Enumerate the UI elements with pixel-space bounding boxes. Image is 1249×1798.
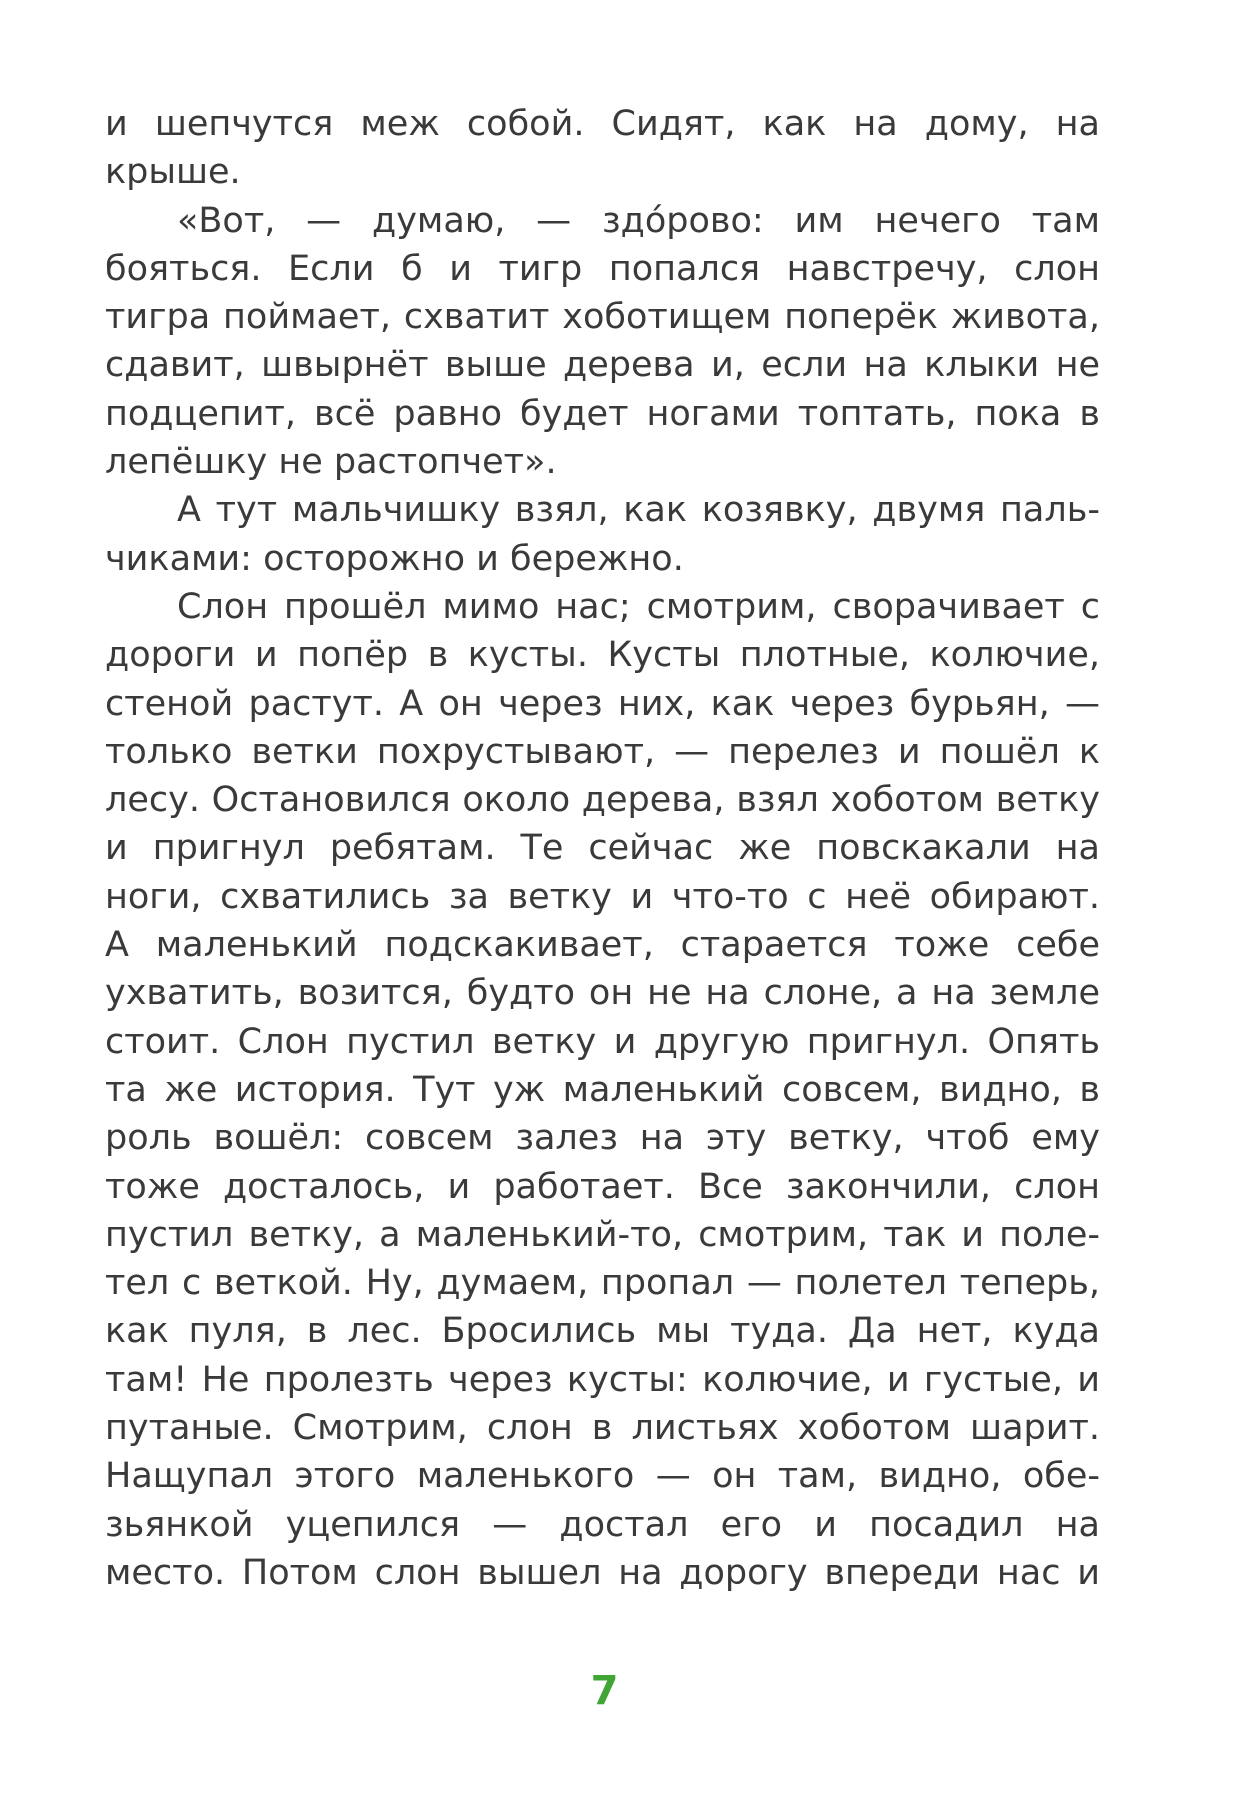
text-line: только ветки похрустывают, — перелез и пошёл к [105, 731, 1100, 772]
text-line: тел с веткой. Ну, думаем, пропал — полетел теперь, [105, 1263, 1100, 1304]
text-line: Слон прошёл мимо нас; смотрим, сворачивает с [177, 586, 1100, 627]
text-line: зьянкой уцепился — достал его и посадил на [105, 1504, 1100, 1545]
text-line: лепёшку не растопчет». [105, 442, 557, 483]
text-line: бояться. Если б и тигр попался навстречу, слон [105, 248, 1100, 289]
text-line: путаные. Смотрим, слон в листьях хоботом шарит. [105, 1408, 1100, 1449]
text-line: как пуля, в лес. Бросились мы туда. Да нет, куда [105, 1311, 1100, 1352]
text-line: роль вошёл: совсем залез на эту ветку, чтоб ему [105, 1118, 1100, 1159]
text-line: чиками: осторожно и бережно. [105, 538, 684, 579]
text-line: А маленький подскакивает, старается тоже себе [105, 925, 1100, 966]
text-line: стеной растут. А он через них, как через бурьян, — [105, 683, 1100, 724]
text-line: тигра поймает, схватит хоботищем поперёк живота, [105, 297, 1100, 338]
text-line: пустил ветку, а маленький-то, смотрим, так и поле- [105, 1214, 1100, 1255]
text-line: та же история. Тут уж маленький совсем, видно, в [105, 1069, 1100, 1110]
page-number: 7 [590, 1668, 619, 1714]
text-line: крыше. [105, 152, 241, 193]
text-line: и пригнул ребятам. Те сейчас же повскакали на [105, 828, 1100, 869]
text-line: дороги и попёр в кусты. Кусты плотные, колючие, [105, 635, 1100, 676]
text-line: ухватить, возится, будто он не на слоне, а на земле [105, 973, 1100, 1014]
text-line: и шепчутся меж собой. Сидят, как на дому, на [105, 104, 1100, 144]
text-line: сдавит, швырнёт выше дерева и, если на клыки не [105, 345, 1100, 386]
text-line: лесу. Остановился около дерева, взял хоботом ветку [105, 780, 1100, 821]
text-line: А тут мальчишку взял, как козявку, двумя паль- [177, 490, 1100, 531]
text-line: «Вот, — думаю, — здóрово: им нечего там [177, 200, 1100, 241]
text-line: ноги, схватились за ветку и что-то с неё обирают. [105, 876, 1100, 917]
body-text [105, 100, 1100, 1597]
text-line: стоит. Слон пустил ветку и другую пригнул. Опять [105, 1021, 1100, 1062]
text-line: там! Не пролезть через кусты: колючие, и густые, и [105, 1359, 1100, 1400]
text-line: место. Потом слон вышел на дорогу впереди нас и [105, 1552, 1100, 1593]
text-line: Нащупал этого маленького — он там, видно, обе- [105, 1456, 1100, 1497]
text-line: тоже досталось, и работает. Все закончили, слон [105, 1166, 1100, 1207]
text-line: подцепит, всё равно будет ногами топтать, пока в [105, 393, 1100, 434]
